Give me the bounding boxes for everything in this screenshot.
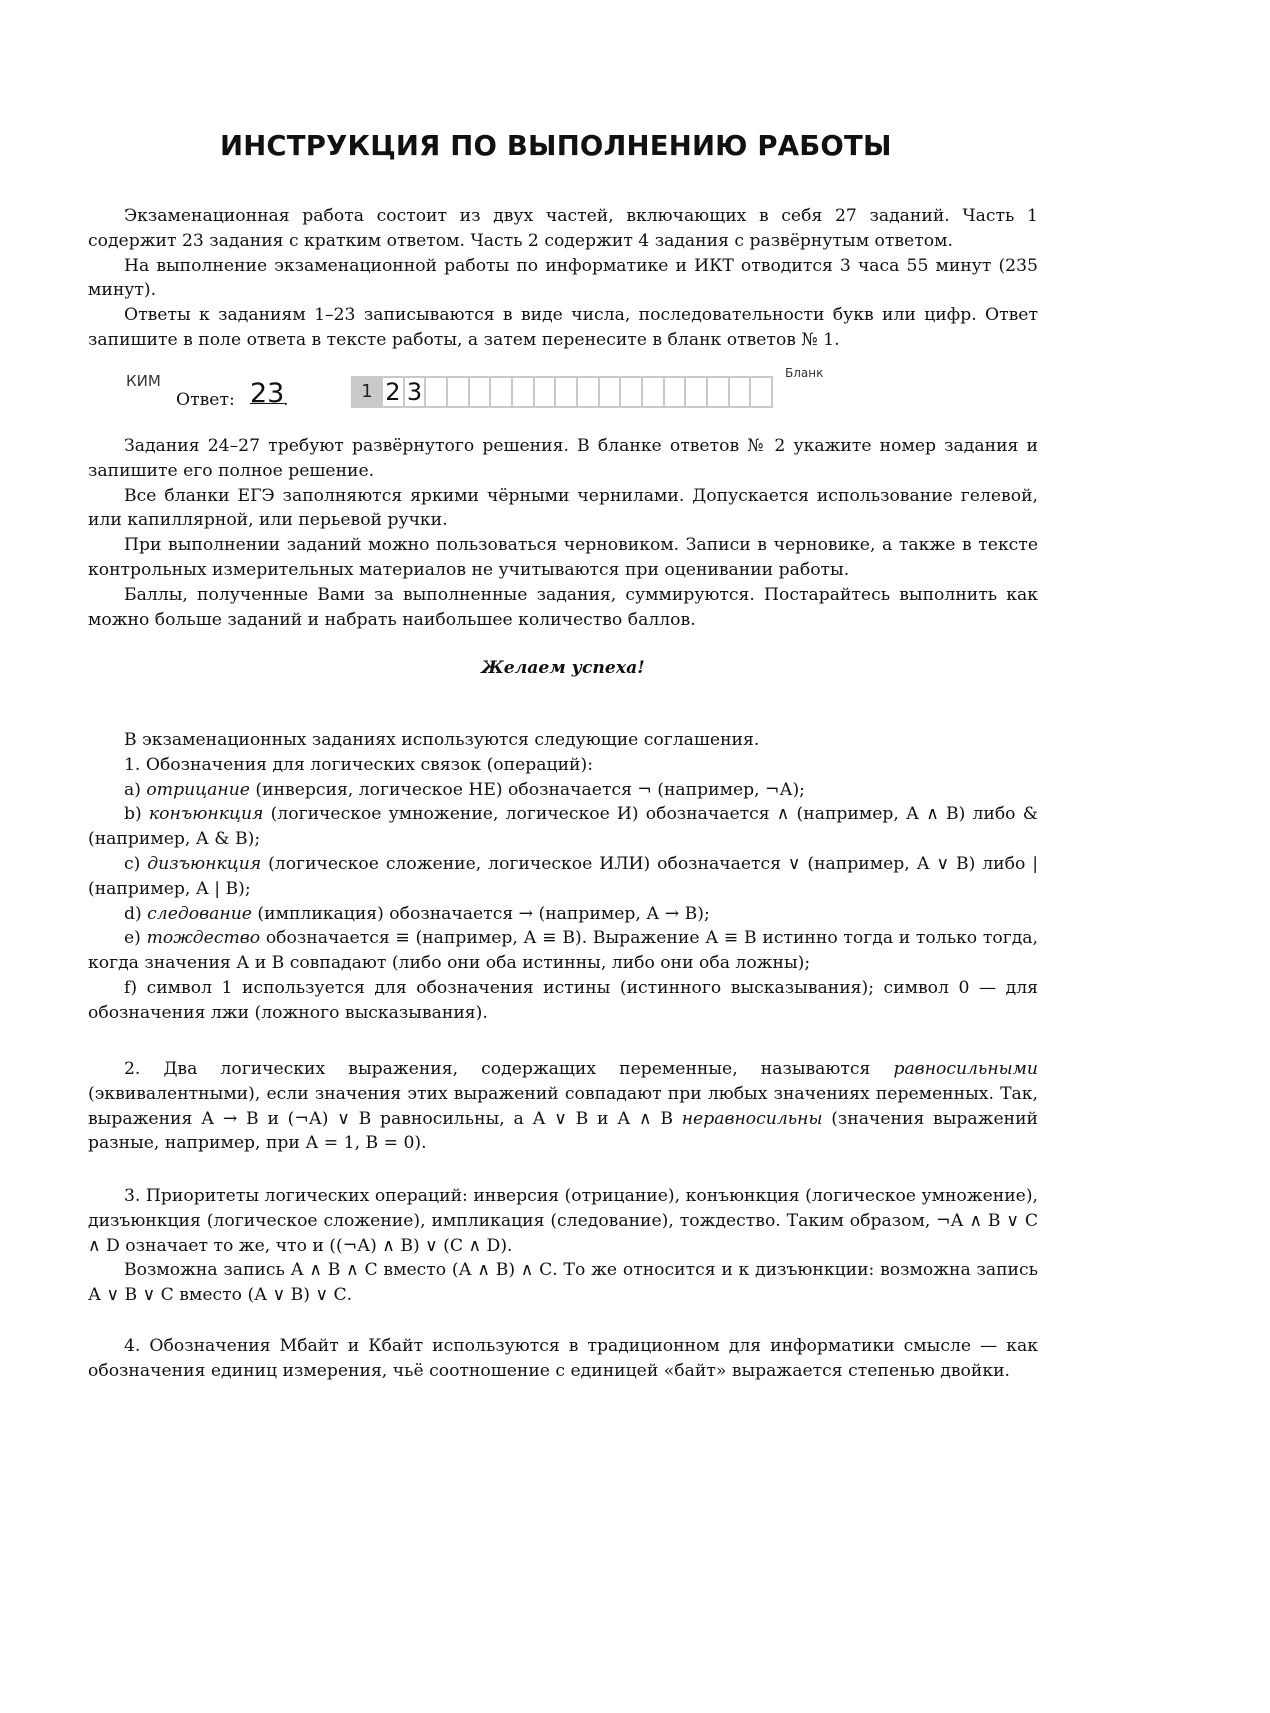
kim-label: КИМ (126, 372, 161, 390)
answer-blank-form (351, 376, 773, 408)
term-disjunction: дизъюнкция (147, 853, 262, 874)
item2-text-a: 2. Два логических выражения, содержащих переменные, называются (124, 1059, 894, 1079)
answer-cell (491, 378, 513, 406)
answer-cell: 3 (405, 378, 427, 406)
rules-paragraph: При выполнении заданий можно пользоваться черновиком. Записи в черновике, а также в тексте контрольных измерительных материалов не учитываются при оценивании работы. (88, 535, 1038, 580)
term-negation: отрицание (146, 779, 250, 800)
answer-sample (88, 366, 1038, 426)
rules-section (88, 434, 1038, 632)
intro-paragraph: На выполнение экзаменационной работы по информатике и ИКТ отводится 3 часа 55 минут (235 минут). (88, 255, 1038, 301)
term-implication: следование (147, 903, 252, 924)
conventions-intro: В экзаменационных заданиях используются следующие соглашения. (124, 730, 760, 750)
term-identity: тождество (146, 928, 261, 949)
answer-cell (708, 378, 730, 406)
convention-item-4 (88, 1334, 1038, 1384)
convention-e: e) тождество обозначается ≡ (например, А ≡ В). Выражение А ≡ В истинно тогда и только тогда, когда значения А и В совпадают (либо они оба истинны, либо они оба ложны); (88, 928, 1039, 974)
term-conjunction: конъюнкция (148, 804, 264, 825)
answer-cell (556, 378, 578, 406)
units-paragraph: 4. Обозначения Мбайт и Кбайт используются в традиционном для информатики смысле — как обозначения единиц измерения, чьё соотношение с единицей «байт» выражается степенью двойки. (88, 1336, 1038, 1381)
priority-paragraph: 3. Приоритеты логических операций: инверсия (отрицание), конъюнкция (логическое умножение), дизъюнкция (логическое сложение), импликация (следование), тождество. Таким образом, ¬А ∧ В ∨ С ∧ D означает то же, что и ((¬А) ∧ В) ∨ (С ∧ D). (88, 1186, 1038, 1256)
answer-cell (751, 378, 771, 406)
document-page (88, 0, 1038, 1713)
blank-label: Бланк (785, 366, 824, 380)
term-nonequivalent: неравносильны (681, 1108, 823, 1129)
answer-cell (513, 378, 535, 406)
convention-c-text: (логическое сложение, логическое ИЛИ) обозначается ∨ (например, А ∨ В) либо | (например, А | В); (88, 853, 1038, 899)
answer-cell (730, 378, 752, 406)
convention-item-2 (88, 1057, 1038, 1156)
conventions-section (88, 728, 1038, 1026)
convention-e-text: обозначается ≡ (например, А ≡ В). Выражение А ≡ В истинно тогда и только тогда, когда значения А и В совпадают (либо они оба истинны, либо они оба ложны); (88, 928, 1039, 974)
answer-cell (665, 378, 687, 406)
answer-cell (578, 378, 600, 406)
convention-c: c) дизъюнкция (логическое сложение, логическое ИЛИ) обозначается ∨ (например, А ∨ В) либо | (например, А | В); (88, 853, 1038, 899)
intro-section (88, 204, 1038, 353)
convention-item-3 (88, 1184, 1038, 1308)
convention-b: b) конъюнкция (логическое умножение, логическое И) обозначается ∧ (например, А ∧ В) либо & (например, А & В); (88, 804, 1038, 850)
intro-paragraph: Ответы к заданиям 1–23 записываются в виде числа, последовательности букв или цифр. Ответ запишите в поле ответа в тексте работы, а затем перенесите в бланк ответов № 1. (88, 305, 1038, 350)
answer-cell (621, 378, 643, 406)
convention-b-text: (логическое умножение, логическое И) обозначается ∧ (например, А ∧ В) либо & (например, А & В); (88, 804, 1038, 850)
answer-cell: 2 (383, 378, 405, 406)
convention-a-text: (инверсия, логическое НЕ) обозначается ¬ (например, ¬А); (249, 779, 805, 800)
convention-d: d) следование (импликация) обозначается → (например, А → В); (124, 903, 710, 924)
term-equivalent: равносильными (893, 1059, 1038, 1079)
answer-cell (600, 378, 622, 406)
convention-d-text: (импликация) обозначается → (например, А → В); (251, 903, 710, 924)
answer-cell (426, 378, 448, 406)
priority-paragraph-2: Возможна запись А ∧ В ∧ С вместо (А ∧ В) ∧ С. То же относится и к дизъюнкции: возможна запись А ∨ В ∨ С вместо (А ∨ В) ∨ С. (88, 1260, 1038, 1306)
answer-cell (470, 378, 492, 406)
answer-cell (448, 378, 470, 406)
blank-number: 1 (361, 381, 373, 402)
item2-text-b: (эквивалентными), если значения этих выражений совпадают при любых значениях переменных. Так, выражения А → В и (¬А) ∨ В равносильны, а А ∨ В и А ∧ В (88, 1083, 1038, 1129)
convention-f: f) символ 1 используется для обозначения истины (истинного высказывания); символ 0 — для обозначения лжи (ложного высказывания). (88, 977, 1038, 1023)
convention-a: a) отрицание (инверсия, логическое НЕ) обозначается ¬ (например, ¬А); (124, 779, 805, 800)
answer-dot: . (283, 390, 289, 410)
answer-value: 23 (250, 378, 285, 409)
convention-item-1: 1. Обозначения для логических связок (операций): (124, 754, 593, 775)
rules-paragraph: Баллы, полученные Вами за выполненные задания, суммируются. Постарайтесь выполнить как можно больше заданий и набрать наибольшее количество баллов. (88, 584, 1038, 630)
rules-paragraph: Задания 24–27 требуют развёрнутого решения. В бланке ответов № 2 укажите номер задания и запишите его полное решение. (88, 436, 1038, 481)
page-title: ИНСТРУКЦИЯ ПО ВЫПОЛНЕНИЮ РАБОТЫ (220, 130, 892, 162)
answer-cell (686, 378, 708, 406)
intro-paragraph: Экзаменационная работа состоит из двух частей, включающих в себя 27 заданий. Часть 1 содержит 23 задания с кратким ответом. Часть 2 содержит 4 задания с развёрнутым ответом. (88, 206, 1038, 251)
good-luck-wish: Желаем успеха! (481, 658, 645, 678)
answer-cells (383, 378, 771, 406)
equivalence-paragraph (88, 1057, 1038, 1156)
answer-cell (643, 378, 665, 406)
answer-cell (535, 378, 557, 406)
item2-text-c: (значения выражений разные, например, при А = 1, В = 0). (88, 1108, 1039, 1154)
rules-paragraph: Все бланки ЕГЭ заполняются яркими чёрными чернилами. Допускается использование гелевой, или капиллярной, или перьевой ручки. (88, 485, 1038, 531)
answer-label: Ответ: (176, 390, 235, 410)
